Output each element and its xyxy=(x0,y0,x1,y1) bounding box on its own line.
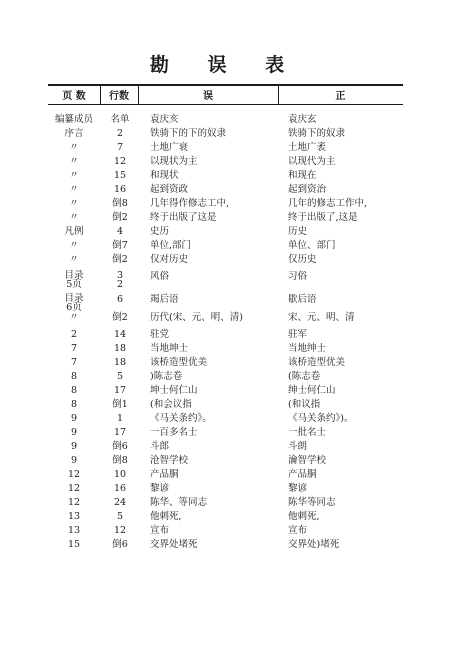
cell-page: 〃 xyxy=(69,142,79,153)
cell-page: 12 xyxy=(67,469,81,480)
cell-wrong: 几年得作修志工中, xyxy=(150,198,230,209)
cell-right: 宋、元、明、清 xyxy=(288,312,355,323)
cell-line: 1 xyxy=(116,413,124,424)
cell-page: 9 xyxy=(70,441,78,452)
cell-line: 2 xyxy=(116,128,124,139)
cell-page: 9 xyxy=(70,427,78,438)
cell-line: 12 xyxy=(113,525,127,536)
cell-right: 当地绅士 xyxy=(288,343,327,354)
cell-wrong: 袁庆亥 xyxy=(150,114,179,125)
cell-line: 倒2 xyxy=(112,312,128,323)
cell-wrong: 风俗 xyxy=(150,271,170,282)
cell-page: 9 xyxy=(70,413,78,424)
cell-line: 7 xyxy=(116,142,124,153)
cell-line: 倒6 xyxy=(112,539,128,550)
cell-right: (和议指 xyxy=(288,399,321,410)
cell-right: 习俗 xyxy=(288,271,308,282)
cell-page: 7 xyxy=(70,343,78,354)
cell-right: 陈华等同志 xyxy=(288,497,336,508)
cell-line: 16 xyxy=(113,184,127,195)
cell-wrong: 铁骑下的下的奴隶 xyxy=(150,128,227,139)
cell-wrong: 一百多名士 xyxy=(150,427,198,438)
cell-right: 产品胴 xyxy=(288,469,317,480)
cell-wrong: 起到资政 xyxy=(150,184,189,195)
cell-page: 〃 xyxy=(69,184,79,195)
cell-right: 单位、部门 xyxy=(288,240,336,251)
cell-right: 他刺死, xyxy=(288,511,320,522)
cell-page: 13 xyxy=(67,525,81,536)
cell-wrong: 单位,部门 xyxy=(150,240,192,251)
cell-wrong: 产品胴 xyxy=(150,469,179,480)
cell-line: 14 xyxy=(113,329,127,340)
cell-page: 〃 xyxy=(69,254,79,265)
cell-right: 以现代为主 xyxy=(288,156,336,167)
cell-right: 交界处)堵死 xyxy=(288,539,340,550)
cell-page-bottom: 6页 xyxy=(66,302,82,313)
cell-page: 〃 xyxy=(69,312,79,323)
cell-right: 土地广袤 xyxy=(288,142,327,153)
cell-page xyxy=(48,294,100,313)
cell-right: 铁骑下的奴隶 xyxy=(288,128,346,139)
cell-wrong: 宣布 xyxy=(150,525,170,536)
cell-page: 13 xyxy=(67,511,81,522)
cell-page: 编纂成员 xyxy=(54,114,93,125)
cell-right: 起到资治 xyxy=(288,184,327,195)
cell-right: 袁庆玄 xyxy=(288,114,317,125)
cell-page: 〃 xyxy=(69,170,79,181)
table-header-rule xyxy=(48,104,403,105)
cell-line: 5 xyxy=(116,511,124,522)
cell-wrong: 陈华、等同志 xyxy=(150,497,208,508)
cell-wrong: 和现状 xyxy=(150,170,179,181)
cell-wrong: 《马关条约》。 xyxy=(150,413,212,424)
cell-wrong: 历代(宋、元、明、清) xyxy=(150,312,243,323)
cell-wrong: 他刺死, xyxy=(150,511,182,522)
cell-page: 7 xyxy=(70,357,78,368)
cell-wrong: 终于出版了这是 xyxy=(150,212,217,223)
cell-wrong: )陈志卷 xyxy=(150,371,183,382)
cell-page: 8 xyxy=(70,399,78,410)
cell-line: 倒7 xyxy=(112,240,128,251)
cell-right: 宣布 xyxy=(288,525,308,536)
cell-line-top: 3 xyxy=(116,270,124,281)
cell-page: 凡例 xyxy=(64,226,84,237)
cell-page: 〃 xyxy=(69,156,79,167)
cell-wrong: (和会议指 xyxy=(150,399,192,410)
cell-wrong: 斗郎 xyxy=(150,441,170,452)
cell-page-top: 目录 xyxy=(64,293,84,304)
cell-right: (陈志卷 xyxy=(288,371,321,382)
cell-page: 12 xyxy=(67,497,81,508)
cell-wrong: 该桥造型优美 xyxy=(150,357,208,368)
cell-right: 黎谚 xyxy=(288,483,308,494)
cell-right: 驻军 xyxy=(288,329,308,340)
cell-right: 绅士何仁山 xyxy=(288,385,336,396)
cell-right: 和现在 xyxy=(288,170,317,181)
cell-page: 〃 xyxy=(69,212,79,223)
cell-page-bottom: 5页 xyxy=(66,279,82,290)
header-page: 页 数 xyxy=(62,91,86,102)
header-line: 行数 xyxy=(109,91,129,102)
cell-page: 序言 xyxy=(64,128,84,139)
cell-wrong: 仅对历史 xyxy=(150,254,189,265)
cell-right: 斗朗 xyxy=(288,441,308,452)
cell-right: 终于出版了,这是 xyxy=(288,212,358,223)
cell-right: 历史 xyxy=(288,226,308,237)
cell-wrong: 交界处堵死 xyxy=(150,539,198,550)
cell-page: 8 xyxy=(70,371,78,382)
cell-line: 5 xyxy=(116,371,124,382)
cell-wrong: 沧智学校 xyxy=(150,455,189,466)
cell-wrong: 以现状为主 xyxy=(150,156,198,167)
cell-line: 10 xyxy=(113,469,127,480)
page-title: 勘 误 表 xyxy=(149,54,301,76)
cell-page: 8 xyxy=(70,385,78,396)
table-top-rule xyxy=(48,84,403,86)
cell-line: 倒1 xyxy=(112,399,128,410)
cell-line: 倒8 xyxy=(112,198,128,209)
cell-page: 15 xyxy=(67,539,81,550)
cell-right: 仅历史 xyxy=(288,254,317,265)
cell-page: 9 xyxy=(70,455,78,466)
cell-line: 倒6 xyxy=(112,441,128,452)
cell-line: 倒2 xyxy=(112,254,128,265)
cell-wrong: 坤士何仁山 xyxy=(150,385,198,396)
cell-line: 15 xyxy=(113,170,127,181)
cell-line: 4 xyxy=(116,226,124,237)
cell-wrong: 竭后语 xyxy=(150,294,179,305)
cell-line: 6 xyxy=(116,294,124,305)
cell-wrong: 黎谚 xyxy=(150,483,170,494)
cell-right: 《马关条约》)。 xyxy=(288,413,354,424)
cell-right: 一批名士 xyxy=(288,427,327,438)
cell-line: 17 xyxy=(113,385,127,396)
cell-line xyxy=(100,271,140,290)
cell-wrong: 史历 xyxy=(150,226,170,237)
cell-page xyxy=(48,271,100,290)
cell-page: 〃 xyxy=(69,240,79,251)
cell-page-top: 目录 xyxy=(64,270,84,281)
cell-wrong: 当地坤士 xyxy=(150,343,189,354)
cell-line: 倒8 xyxy=(112,455,128,466)
cell-right: 瀹智学校 xyxy=(288,455,327,466)
cell-line: 24 xyxy=(113,497,127,508)
cell-page: 2 xyxy=(70,329,78,340)
cell-line: 18 xyxy=(113,357,127,368)
cell-line: 12 xyxy=(113,156,127,167)
cell-line: 18 xyxy=(113,343,127,354)
cell-line: 16 xyxy=(113,483,127,494)
cell-page: 12 xyxy=(67,483,81,494)
header-wrong: 误 xyxy=(203,91,213,102)
cell-page: 〃 xyxy=(69,198,79,209)
cell-right: 歇后语 xyxy=(288,294,317,305)
cell-line-bottom: 2 xyxy=(116,279,124,290)
cell-wrong: 土地广衰 xyxy=(150,142,189,153)
cell-right: 几年的修志工作中, xyxy=(288,198,368,209)
cell-wrong: 驻党 xyxy=(150,329,170,340)
header-right: 正 xyxy=(335,91,346,102)
cell-right: 该桥造型优美 xyxy=(288,357,346,368)
cell-line: 倒2 xyxy=(112,212,128,223)
cell-line: 17 xyxy=(113,427,127,438)
cell-line: 名单 xyxy=(110,114,130,125)
